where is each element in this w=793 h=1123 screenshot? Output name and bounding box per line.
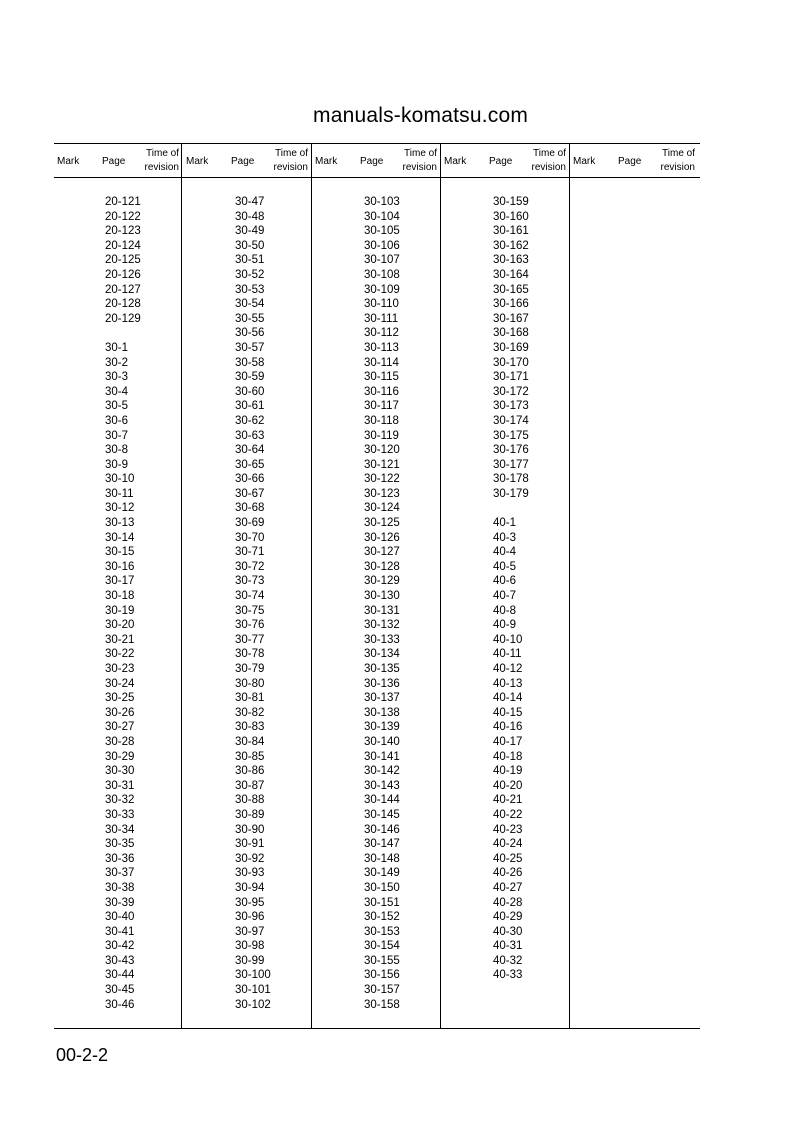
page-cell: 30-64: [235, 444, 265, 457]
column-divider: [311, 143, 312, 1028]
page-cell: 30-6: [105, 414, 129, 427]
page-cell: 30-21: [105, 633, 135, 646]
page-column: [364, 195, 400, 1012]
page-cell: 40-26: [493, 867, 523, 880]
page-cell: 30-72: [235, 560, 265, 573]
page-cell: 30-173: [493, 400, 529, 413]
page-cell: [493, 501, 529, 516]
page-cell: 30-155: [364, 954, 400, 967]
header-mark: Mark: [186, 156, 209, 167]
page-cell: 40-32: [493, 954, 523, 967]
page-cell: 30-98: [235, 940, 265, 953]
page-column: [105, 195, 141, 1012]
page-cell: 30-140: [364, 735, 400, 748]
page-cell: 30-96: [235, 911, 265, 924]
page-cell: 30-39: [105, 896, 135, 909]
page-cell: 30-124: [364, 502, 400, 515]
page-cell: 30-85: [235, 750, 265, 763]
page-cell: 30-117: [364, 400, 399, 413]
page-cell: 30-143: [364, 779, 400, 792]
page-cell: 30-175: [493, 429, 529, 442]
page-cell: 30-176: [493, 444, 529, 457]
page-cell: 30-99: [235, 954, 265, 967]
page-cell: 30-137: [364, 692, 400, 705]
page-cell: 30-111: [364, 312, 399, 325]
column-divider: [181, 143, 182, 1028]
header-mark: Mark: [57, 156, 80, 167]
page-cell: 30-121: [364, 458, 400, 471]
page-cell: 30-43: [105, 954, 135, 967]
page-cell: 30-127: [364, 546, 400, 559]
page-cell: 30-32: [105, 794, 135, 807]
page-column: [493, 195, 529, 983]
page-cell: 30-131: [364, 604, 400, 617]
page-cell: 30-171: [493, 371, 529, 384]
header-page: Page: [489, 156, 513, 167]
page-cell: 30-73: [235, 575, 265, 588]
page-cell: 40-18: [493, 750, 523, 763]
page-cell: 40-6: [493, 575, 517, 588]
page-cell: 30-20: [105, 619, 135, 632]
page-cell: 40-28: [493, 896, 523, 909]
page-cell: 30-115: [364, 371, 399, 384]
page-cell: 20-126: [105, 268, 141, 281]
page-cell: 30-146: [364, 823, 400, 836]
page-cell: 40-10: [493, 633, 523, 646]
page-cell: 30-1: [105, 341, 129, 354]
page-cell: 40-11: [493, 648, 522, 661]
page-cell: 30-69: [235, 517, 265, 530]
page-cell: 40-30: [493, 925, 523, 938]
page-cell: 30-164: [493, 268, 529, 281]
page-cell: 40-7: [493, 590, 517, 603]
page-cell: 40-23: [493, 823, 523, 836]
page-cell: 40-27: [493, 881, 523, 894]
page-cell: 30-134: [364, 648, 400, 661]
page-cell: 30-107: [364, 254, 400, 267]
page-cell: 30-49: [235, 225, 265, 238]
page-cell: 40-31: [493, 940, 523, 953]
page-cell: 30-47: [235, 196, 265, 208]
page-cell: 30-114: [364, 356, 399, 369]
page-cell: 30-81: [235, 692, 265, 705]
page-cell: 30-46: [105, 998, 135, 1011]
page-cell: 40-4: [493, 546, 517, 559]
page-cell: 30-105: [364, 225, 400, 238]
page-cell: 30-147: [364, 838, 400, 851]
page-cell: 30-167: [493, 312, 529, 325]
page-cell: 30-87: [235, 779, 265, 792]
page-cell: 30-84: [235, 735, 265, 748]
page-cell: 30-48: [235, 210, 265, 223]
page-cell: 40-19: [493, 765, 523, 778]
page-cell: 30-3: [105, 371, 129, 384]
page-cell: 30-149: [364, 867, 400, 880]
page-cell: 30-178: [493, 473, 529, 486]
page-cell: 30-109: [364, 283, 400, 296]
page-cell: 30-77: [235, 633, 265, 646]
page-cell: 30-174: [493, 414, 529, 427]
page-cell: 30-29: [105, 750, 135, 763]
header-time-line2: revision: [144, 162, 179, 173]
page-cell: 30-122: [364, 473, 400, 486]
page-cell: 30-71: [235, 546, 265, 559]
page-cell: 30-123: [364, 487, 400, 500]
page-cell: 30-12: [105, 502, 135, 515]
page-cell: 30-154: [364, 940, 400, 953]
page-cell: 40-16: [493, 721, 523, 734]
page-cell: 40-25: [493, 852, 523, 865]
page-cell: 30-170: [493, 356, 529, 369]
page-cell: 30-35: [105, 838, 135, 851]
page-cell: 30-110: [364, 298, 399, 311]
header-mark: Mark: [444, 156, 467, 167]
page-cell: 30-125: [364, 517, 400, 530]
page-cell: 30-23: [105, 663, 135, 675]
page-cell: 30-75: [235, 604, 265, 617]
page-cell: 30-156: [364, 969, 400, 982]
watermark: manuals-komatsu.com: [313, 104, 529, 127]
page-cell: 30-53: [235, 283, 265, 296]
page-cell: 30-97: [235, 925, 265, 938]
page-cell: 30-58: [235, 356, 265, 369]
page-cell: 30-90: [235, 823, 265, 836]
header-time-of-revision: [653, 147, 695, 175]
page-cell: 30-50: [235, 239, 265, 252]
page-cell: 30-13: [105, 517, 135, 530]
page-cell: 30-142: [364, 765, 400, 778]
header-time-line1: Time of: [275, 148, 308, 159]
header-time-of-revision: [137, 147, 179, 175]
page-cell: 30-103: [364, 196, 400, 208]
page-cell: 30-8: [105, 444, 129, 457]
header-bottom-rule: [54, 177, 700, 178]
page-cell: 30-19: [105, 604, 135, 617]
page-cell: 30-152: [364, 911, 400, 924]
page-cell: 30-169: [493, 341, 529, 354]
page-cell: 30-93: [235, 867, 265, 880]
page-cell: 30-159: [493, 196, 529, 208]
page-cell: 30-52: [235, 268, 265, 281]
page-cell: 30-15: [105, 546, 135, 559]
page-cell: 30-133: [364, 633, 400, 646]
page-cell: 30-78: [235, 648, 265, 661]
page-cell: 30-59: [235, 371, 265, 384]
page-cell: 30-116: [364, 385, 399, 398]
page-cell: 30-108: [364, 268, 400, 281]
page-cell: 30-40: [105, 911, 135, 924]
header-time-line2: revision: [402, 162, 437, 173]
page-cell: 30-4: [105, 385, 129, 398]
header-time-of-revision: [266, 147, 308, 175]
page-cell: 30-7: [105, 429, 129, 442]
table-top-rule: [54, 143, 700, 144]
page-cell: 30-28: [105, 735, 135, 748]
page-cell: 40-21: [493, 794, 523, 807]
page-cell: 30-16: [105, 560, 135, 573]
page-cell: 30-177: [493, 458, 529, 471]
page-cell: 40-15: [493, 706, 523, 719]
header-time-line1: Time of: [662, 148, 695, 159]
page-cell: 20-127: [105, 283, 141, 296]
header-time-of-revision: [524, 147, 566, 175]
page-cell: 30-62: [235, 414, 265, 427]
page-cell: 20-123: [105, 225, 141, 238]
page-cell: 30-36: [105, 852, 135, 865]
page-cell: 20-124: [105, 239, 141, 252]
header-time-line2: revision: [273, 162, 308, 173]
page-cell: 40-13: [493, 677, 523, 690]
page-cell: 30-18: [105, 590, 135, 603]
page-cell: 30-25: [105, 692, 135, 705]
page-cell: 30-24: [105, 677, 135, 690]
page-cell: 30-26: [105, 706, 135, 719]
page-cell: 40-8: [493, 604, 517, 617]
page-cell: 30-41: [105, 925, 135, 938]
page-cell: 30-157: [364, 984, 400, 997]
page-cell: 30-54: [235, 298, 265, 311]
column-divider: [569, 143, 570, 1028]
page-cell: 40-12: [493, 663, 523, 675]
page-cell: 40-33: [493, 969, 523, 982]
page-cell: 30-158: [364, 998, 400, 1011]
column-divider: [440, 143, 441, 1028]
page-cell: 30-138: [364, 706, 400, 719]
page-cell: 30-144: [364, 794, 400, 807]
page-cell: 30-60: [235, 385, 265, 398]
page-cell: 30-136: [364, 677, 400, 690]
page-cell: 30-163: [493, 254, 529, 267]
page-cell: 30-119: [364, 429, 399, 442]
page-cell: 30-38: [105, 881, 135, 894]
page-cell: 40-20: [493, 779, 523, 792]
page-cell: 30-88: [235, 794, 265, 807]
page-cell: 20-128: [105, 298, 141, 311]
page-cell: 30-70: [235, 531, 265, 544]
page-cell: 40-5: [493, 560, 517, 573]
page-cell: 30-22: [105, 648, 135, 661]
page-cell: 40-9: [493, 619, 517, 632]
page-cell: 30-148: [364, 852, 400, 865]
page-number: 00-2-2: [56, 1045, 109, 1065]
page-cell: 30-61: [235, 400, 265, 413]
page-cell: 30-141: [364, 750, 400, 763]
page-cell: 30-2: [105, 356, 129, 369]
page-cell: 30-14: [105, 531, 135, 544]
page-cell: 30-102: [235, 998, 271, 1011]
page-cell: 30-9: [105, 458, 129, 471]
page-cell: 30-129: [364, 575, 400, 588]
page-cell: 30-160: [493, 210, 529, 223]
page-cell: 20-121: [105, 196, 141, 208]
page-cell: 30-112: [364, 327, 399, 340]
page-cell: 30-17: [105, 575, 135, 588]
page-cell: 30-166: [493, 298, 529, 311]
page-cell: 30-126: [364, 531, 400, 544]
page-cell: 30-37: [105, 867, 135, 880]
page-cell: 30-57: [235, 341, 265, 354]
page-cell: 20-122: [105, 210, 141, 223]
page-cell: 30-11: [105, 487, 134, 500]
page-cell: 30-30: [105, 765, 135, 778]
page-cell: 30-92: [235, 852, 265, 865]
header-page: Page: [231, 156, 255, 167]
page-cell: 30-95: [235, 896, 265, 909]
page-cell: 30-135: [364, 663, 400, 675]
page-cell: 30-130: [364, 590, 400, 603]
page-cell: 30-120: [364, 444, 400, 457]
page-cell: 40-3: [493, 531, 517, 544]
page-cell: 30-139: [364, 721, 400, 734]
page-cell: 30-150: [364, 881, 400, 894]
page-cell: 30-45: [105, 984, 135, 997]
page-cell: 30-67: [235, 487, 265, 500]
page-cell: 30-165: [493, 283, 529, 296]
page-cell: 30-27: [105, 721, 135, 734]
page-cell: 30-168: [493, 327, 529, 340]
page-cell: 30-63: [235, 429, 265, 442]
page-cell: 40-24: [493, 838, 523, 851]
page-cell: 30-128: [364, 560, 400, 573]
page-cell: 40-14: [493, 692, 523, 705]
page-cell: 30-31: [105, 779, 135, 792]
page-cell: [105, 326, 141, 341]
page-cell: 30-100: [235, 969, 271, 982]
page-cell: 30-51: [235, 254, 265, 267]
page-cell: 30-145: [364, 808, 400, 821]
table-bottom-rule: [54, 1028, 700, 1029]
page-cell: 40-17: [493, 735, 523, 748]
header-mark: Mark: [315, 156, 338, 167]
page-cell: 30-66: [235, 473, 265, 486]
header-time-line1: Time of: [146, 148, 179, 159]
page-cell: 30-83: [235, 721, 265, 734]
page-cell: 30-5: [105, 400, 129, 413]
page-cell: 30-44: [105, 969, 135, 982]
page-cell: 30-74: [235, 590, 265, 603]
page-cell: 30-68: [235, 502, 265, 515]
page-cell: 30-86: [235, 765, 265, 778]
page-cell: 30-33: [105, 808, 135, 821]
page-cell: 40-1: [493, 517, 517, 530]
page-cell: 40-22: [493, 808, 523, 821]
page-cell: 30-94: [235, 881, 265, 894]
header-page: Page: [360, 156, 384, 167]
page-cell: 30-101: [235, 984, 271, 997]
page-cell: 30-104: [364, 210, 400, 223]
header-page: Page: [102, 156, 126, 167]
page-cell: 40-29: [493, 911, 523, 924]
header-mark: Mark: [573, 156, 596, 167]
page-cell: 30-161: [493, 225, 529, 238]
page-cell: 30-153: [364, 925, 400, 938]
page-cell: 30-82: [235, 706, 265, 719]
page-cell: 30-80: [235, 677, 265, 690]
page-cell: 30-10: [105, 473, 135, 486]
page-cell: 30-76: [235, 619, 265, 632]
page-cell: 30-42: [105, 940, 135, 953]
page-cell: 30-179: [493, 487, 529, 500]
header-time-line2: revision: [531, 162, 566, 173]
header-time-of-revision: [395, 147, 437, 175]
page-cell: 30-56: [235, 327, 265, 340]
page-cell: 30-106: [364, 239, 400, 252]
header-time-line2: revision: [660, 162, 695, 173]
page-cell: 30-151: [364, 896, 400, 909]
page-cell: 30-89: [235, 808, 265, 821]
page-cell: 30-113: [364, 341, 399, 354]
page-cell: 30-118: [364, 414, 399, 427]
header-time-line1: Time of: [404, 148, 437, 159]
page-cell: 30-55: [235, 312, 265, 325]
page-cell: 30-79: [235, 663, 265, 675]
page-cell: 30-172: [493, 385, 529, 398]
page-column: [235, 195, 271, 1012]
page-cell: 30-162: [493, 239, 529, 252]
header-page: Page: [618, 156, 642, 167]
page-cell: 30-132: [364, 619, 400, 632]
page-cell: 30-65: [235, 458, 265, 471]
page-cell: 20-129: [105, 312, 141, 325]
header-time-line1: Time of: [533, 148, 566, 159]
page-cell: 30-91: [235, 838, 265, 851]
page-cell: 20-125: [105, 254, 141, 267]
page-cell: 30-34: [105, 823, 135, 836]
